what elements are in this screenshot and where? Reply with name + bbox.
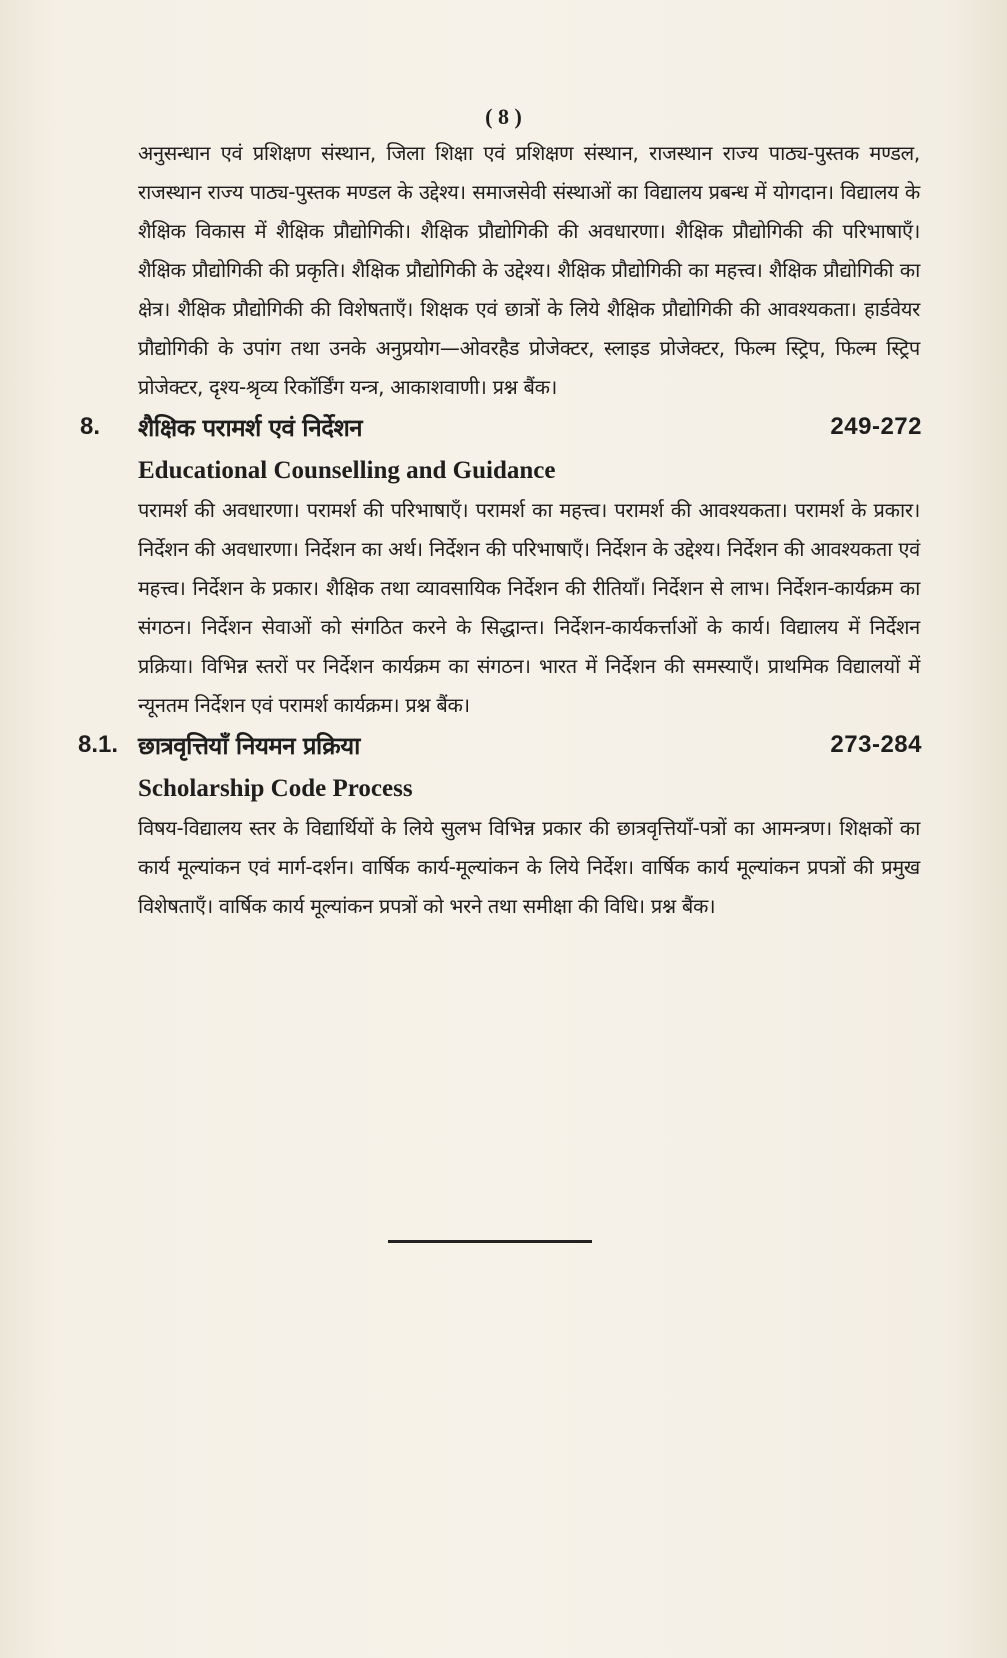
section-page-range: 273-284 bbox=[830, 731, 922, 758]
page-content bbox=[78, 134, 922, 926]
section-number: 8.1. bbox=[78, 731, 119, 758]
section-8 bbox=[80, 409, 922, 725]
section-heading bbox=[80, 409, 922, 453]
intro-paragraph: अनुसन्धान एवं प्रशिक्षण संस्थान, जिला शिक्षा एवं प्रशिक्षण संस्थान, राजस्थान राज्य पाठ्य-पुस्तक मण्डल, राजस्थान राज्य पाठ्य-पुस्तक मण्डल के उद्देश्य। समाजसेवी संस्थाओं का विद्यालय प्रबन्ध में योगदान। विद्यालय के शैक्षिक विकास में शैक्षिक प्रौद्योगिकी। शैक्षिक प्रौद्योगिकी की अवधारणा। शैक्षिक प्रौद्योगिकी की परिभाषाएँ। शैक्षिक प्रौद्योगिकी की प्रकृति। शैक्षिक प्रौद्योगिकी के उद्देश्य। शैक्षिक प्रौद्योगिकी का महत्त्व। शैक्षिक प्रौद्योगिकी का क्षेत्र। शैक्षिक प्रौद्योगिकी की विशेषताएँ। शिक्षक एवं छात्रों के लिये शैक्षिक प्रौद्योगिकी की आवश्यकता। हार्डवेयर प्रौद्योगिकी के उपांग तथा उनके अनुप्रयोग—ओवरहैड प्रोजेक्टर, स्लाइड प्रोजेक्टर, फिल्म स्ट्रिप, फिल्म स्ट्रिप प्रोजेक्टर, दृश्य-श्रृव्य रिकॉर्डिंग यन्त्र, आकाशवाणी। प्रश्न बैंक। bbox=[138, 141, 920, 399]
page-number: ( 8 ) bbox=[485, 104, 522, 129]
section-body: विषय-विद्यालय स्तर के विद्यार्थियों के लिये सुलभ विभिन्न प्रकार की छात्रवृत्तियाँ-पत्रों का आमन्त्रण। शिक्षकों का कार्य मूल्यांकन एवं मार्ग-दर्शन। वार्षिक कार्य-मूल्यांकन के लिये निर्देश। वार्षिक कार्य मूल्यांकन प्रपत्रों की प्रमुख विशेषताएँ। वार्षिक कार्य मूल्यांकन प्रपत्रों को भरने तथा समीक्षा की विधि। प्रश्न बैंक। bbox=[138, 816, 920, 918]
section-subtitle: Educational Counselling and Guidance bbox=[138, 457, 556, 484]
section-subtitle: Scholarship Code Process bbox=[138, 775, 413, 802]
section-title: छात्रवृत्तियाँ नियमन प्रक्रिया bbox=[138, 732, 360, 760]
section-body: परामर्श की अवधारणा। परामर्श की परिभाषाएँ। परामर्श का महत्त्व। परामर्श की आवश्यकता। परामर्श के प्रकार। निर्देशन की अवधारणा। निर्देशन का अर्थ। निर्देशन की परिभाषाएँ। निर्देशन के उद्देश्य। निर्देशन की आवश्यकता एवं महत्त्व। निर्देशन के प्रकार। शैक्षिक तथा व्यावसायिक निर्देशन की रीतियाँ। निर्देशन से लाभ। निर्देशन-कार्यक्रम का संगठन। निर्देशन सेवाओं को संगठित करने के सिद्धान्त। निर्देशन-कार्यकर्त्ताओं के कार्य। विद्यालय में निर्देशन प्रक्रिया। विभिन्न स्तरों पर निर्देशन कार्यक्रम का संगठन। भारत में निर्देशन की समस्याएँ। प्राथमिक विद्यालयों में न्यूनतम निर्देशन एवं परामर्श कार्यक्रम। प्रश्न बैंक। bbox=[138, 498, 920, 717]
section-number: 8. bbox=[80, 413, 101, 440]
section-8-1 bbox=[78, 727, 922, 926]
section-heading bbox=[78, 727, 922, 771]
end-divider bbox=[388, 1240, 592, 1243]
section-title: शैक्षिक परामर्श एवं निर्देशन bbox=[138, 414, 363, 442]
section-page-range: 249-272 bbox=[830, 413, 922, 440]
